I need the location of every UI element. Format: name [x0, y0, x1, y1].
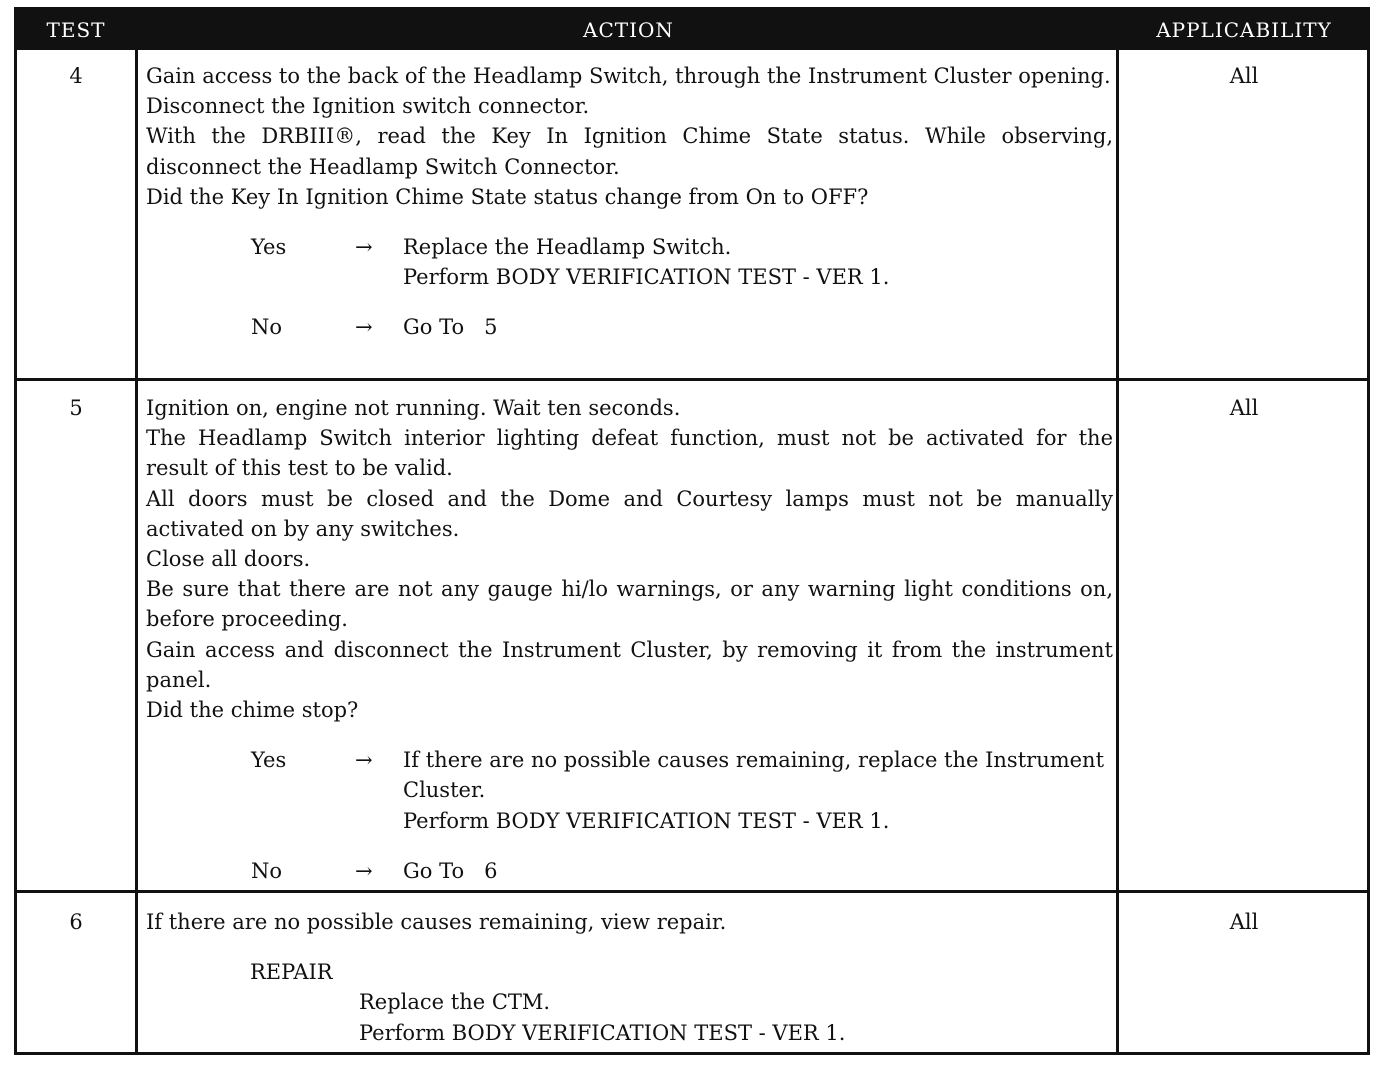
yes-branch [146, 232, 1113, 292]
arrow-icon: → [355, 315, 373, 340]
action-step: Be sure that there are not any gauge hi/lo warnings, or any warning light conditions on, before proceeding. [146, 577, 1113, 632]
header-action: ACTION [583, 18, 674, 42]
repair-label: REPAIR [250, 960, 333, 985]
arrow-icon: → [355, 748, 373, 773]
column-divider [1116, 50, 1119, 1052]
yes-label: Yes [251, 235, 287, 260]
no-label: No [251, 315, 283, 340]
action-step: Gain access and disconnect the Instrument Cluster, by removing it from the instrument panel. [146, 637, 1113, 692]
action-step: Did the chime stop? [146, 698, 359, 723]
test-number: 6 [69, 910, 83, 934]
no-branch [146, 312, 1113, 342]
action-step: Gain access to the back of the Headlamp Switch, through the Instrument Cluster opening. [146, 64, 1111, 88]
repair-line: Perform BODY VERIFICATION TEST - VER 1. [359, 1020, 846, 1045]
action-cell [146, 61, 1113, 343]
column-divider [135, 50, 138, 1052]
action-cell [146, 393, 1113, 886]
no-result: Go To 6 [403, 858, 498, 883]
yes-branch [146, 745, 1113, 836]
row-divider [17, 890, 1367, 893]
action-step: Close all doors. [146, 547, 311, 572]
yes-result: Perform BODY VERIFICATION TEST - VER 1. [403, 808, 890, 833]
header-test: TEST [46, 18, 106, 42]
yes-result: If there are no possible causes remaining, replace the Instrument Cluster. [403, 748, 1105, 803]
no-label: No [251, 858, 283, 883]
repair-line: Replace the CTM. [359, 990, 551, 1015]
action-step: The Headlamp Switch interior lighting defeat function, must not be activated for the result of this test to be valid. [146, 426, 1113, 481]
arrow-icon: → [355, 235, 373, 260]
header-applicability: APPLICABILITY [1156, 18, 1332, 42]
no-result: Go To 5 [403, 315, 498, 340]
action-cell [146, 907, 1113, 1048]
applicability: All [1229, 396, 1259, 420]
test-number: 4 [69, 64, 83, 88]
row-divider [17, 378, 1367, 381]
no-branch [146, 856, 1113, 886]
action-step: With the DRBIII®, read the Key In Ignition Chime State status. While observing, disconnect the Headlamp Switch Connector. [146, 124, 1113, 179]
yes-result: Perform BODY VERIFICATION TEST - VER 1. [403, 265, 890, 290]
diagnostic-table [14, 7, 1370, 1055]
applicability: All [1229, 910, 1259, 934]
test-number: 5 [69, 396, 83, 420]
yes-result: Replace the Headlamp Switch. [403, 235, 732, 260]
arrow-icon: → [355, 858, 373, 883]
action-step: If there are no possible causes remaining, view repair. [146, 910, 727, 934]
action-step: Did the Key In Ignition Chime State status change from On to OFF? [146, 184, 869, 209]
action-step: Disconnect the Ignition switch connector. [146, 94, 590, 119]
yes-label: Yes [251, 748, 287, 773]
action-step: Ignition on, engine not running. Wait ten seconds. [146, 396, 681, 420]
applicability: All [1229, 64, 1259, 88]
table-header [17, 10, 1367, 50]
action-step: All doors must be closed and the Dome and Courtesy lamps must not be manually activated on by any switches. [146, 486, 1113, 541]
